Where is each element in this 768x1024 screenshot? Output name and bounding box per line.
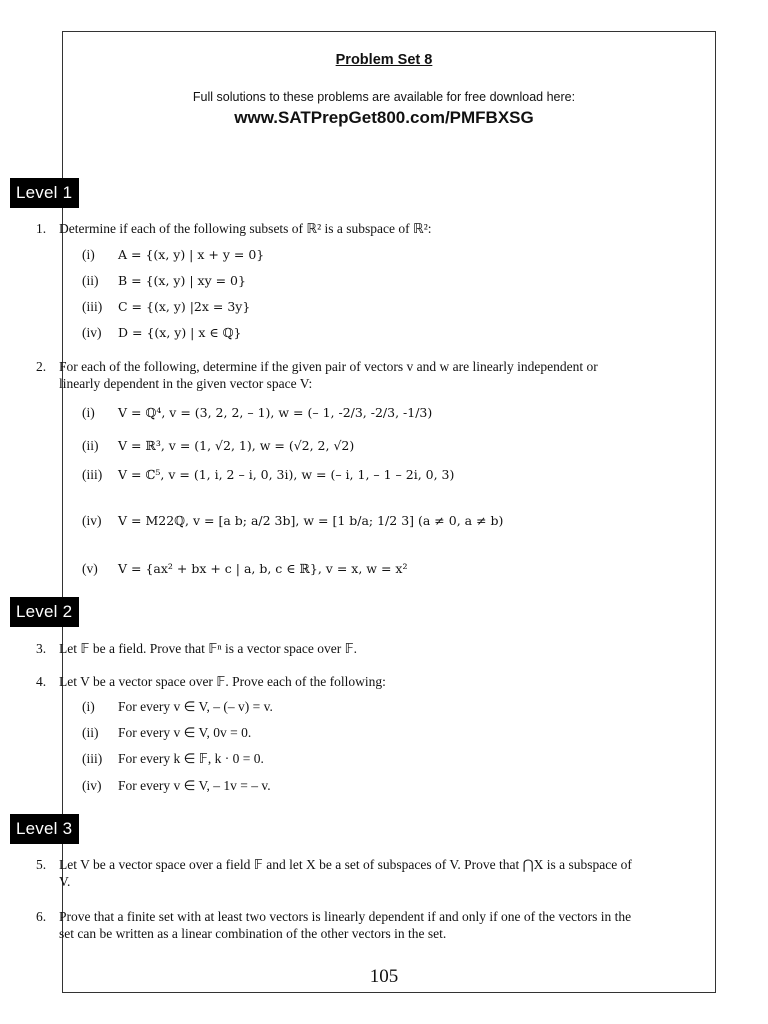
page-number: 105 xyxy=(369,966,399,987)
item-number: (i) xyxy=(82,699,95,714)
problem-text: Let 𝔽 be a field. Prove that 𝔽ⁿ is a vector space over 𝔽. xyxy=(59,641,358,656)
item-number: (i) xyxy=(82,247,95,262)
page-title: Problem Set 8 xyxy=(335,52,433,68)
item-expr: D = {(x, y) | x ∈ ℚ} xyxy=(118,325,242,340)
problem-number: 3. xyxy=(36,641,47,656)
item-expr: V = ℂ⁵, v = (1, i, 2 – i, 0, 3i), w = (– i, 1, – 1 – 2i, 0, 3) xyxy=(118,467,455,482)
level-1-label: Level 1 xyxy=(16,183,73,202)
item-number: (iv) xyxy=(82,513,102,528)
problem-number: 1. xyxy=(36,221,47,236)
problem-text: For each of the following, determine if the given pair of vectors v and w are linearly independent or linearly dependent in the given vector space V: xyxy=(59,359,598,391)
item-number: (iii) xyxy=(82,467,103,482)
item-number: (v) xyxy=(82,561,98,576)
problem-text: Let V be a vector space over a field 𝔽 and let X be a set of subspaces of V. Prove that ⋂X is a subspace of V. xyxy=(59,857,632,889)
item-number: (iv) xyxy=(82,325,102,340)
item-number: (ii) xyxy=(82,438,99,453)
problem-number: 4. xyxy=(36,674,47,689)
item-expr: For every v ∈ V, 0v = 0. xyxy=(118,725,252,740)
item-number: (ii) xyxy=(82,725,99,740)
item-expr: V = ℝ³, v = (1, √2, 1), w = (√2, 2, √2) xyxy=(118,438,355,453)
item-number: (i) xyxy=(82,405,95,420)
item-expr: B = {(x, y) | xy = 0} xyxy=(118,273,246,288)
problem-text: Determine if each of the following subsets of ℝ² is a subspace of ℝ²: xyxy=(59,221,432,236)
download-note: Full solutions to these problems are available for free download here: xyxy=(192,90,576,104)
level-2-label: Level 2 xyxy=(16,602,73,621)
level-3-heading xyxy=(10,814,79,844)
problem-text: Prove that a finite set with at least two vectors is linearly dependent if and only if one of the vectors in the set can be written as a linear combination of the other vectors in the set. xyxy=(59,909,632,941)
level-2-heading xyxy=(10,597,79,627)
level-1-heading xyxy=(10,178,79,208)
item-number: (iii) xyxy=(82,751,103,766)
download-url[interactable]: www.SATPrepGet800.com/PMFBXSG xyxy=(234,108,534,127)
item-expr: A = {(x, y) | x + y = 0} xyxy=(118,247,265,262)
item-expr: V = ℚ⁴, v = (3, 2, 2, – 1), w = (– 1, -2/3, -2/3, -1/3) xyxy=(118,405,433,420)
item-expr: For every k ∈ 𝔽, k · 0 = 0. xyxy=(118,751,264,766)
problem-text: Let V be a vector space over 𝔽. Prove each of the following: xyxy=(59,674,386,689)
item-expr: C = {(x, y) |2x = 3y} xyxy=(118,299,251,314)
item-expr: For every v ∈ V, – 1v = – v. xyxy=(118,778,271,793)
item-number: (iv) xyxy=(82,778,102,793)
level-3-label: Level 3 xyxy=(16,819,73,838)
problem-number: 6. xyxy=(36,909,47,924)
item-number: (ii) xyxy=(82,273,99,288)
item-expr: For every v ∈ V, – (– v) = v. xyxy=(118,699,273,714)
item-expr: V = {ax² + bx + c | a, b, c ∈ ℝ}, v = x, w = x² xyxy=(118,561,408,576)
problem-number: 5. xyxy=(36,857,47,872)
problem-number: 2. xyxy=(36,359,47,374)
item-number: (iii) xyxy=(82,299,103,314)
item-expr: V = M22ℚ, v = [a b; a/2 3b], w = [1 b/a; 1/2 3] (a ≠ 0, a ≠ b) xyxy=(118,513,504,528)
